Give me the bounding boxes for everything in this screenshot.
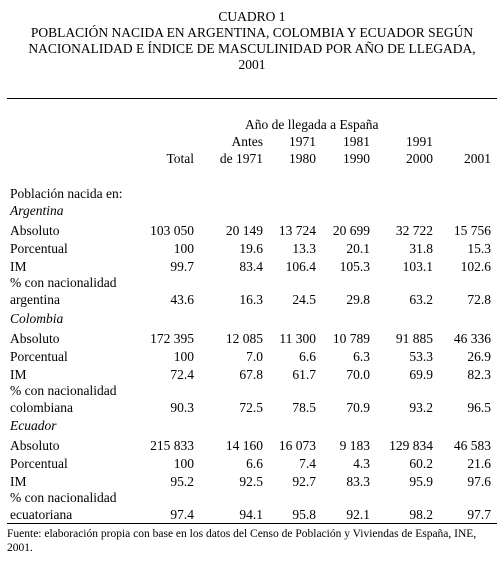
title-line-3: NACIONALIDAD E ÍNDICE DE MASCULINIDAD POR AÑO DE LLEGADA, (28, 41, 476, 56)
table-cell: 20 149 (225, 223, 263, 238)
group-label: Colombia (10, 311, 64, 326)
source-line-1: Fuente: elaboración propia con base en los datos del Censo de Población y Viviendas de España, INE, (7, 528, 477, 540)
bottom-rule (7, 523, 497, 524)
table-cell: 100 (173, 349, 194, 364)
table-cell: 32 722 (395, 223, 433, 238)
header-group-label: Año de llegada a España (245, 117, 379, 132)
table-cell: 90.3 (170, 400, 194, 415)
table-cell: 83.3 (346, 474, 370, 489)
table-cell: 7.4 (299, 456, 316, 471)
table-cell: 100 (173, 456, 194, 471)
table-cell: 98.2 (409, 507, 433, 522)
row-label-continued: argentina (10, 292, 60, 307)
table-cell: 4.3 (353, 456, 370, 471)
section-label: Población nacida en: (10, 186, 123, 201)
table-cell: 96.5 (467, 400, 491, 415)
table-cell: 24.5 (292, 292, 316, 307)
row-label: % con nacionalidad (10, 275, 117, 290)
table-cell: 10 789 (332, 331, 370, 346)
row-label: IM (10, 259, 27, 274)
row-label: IM (10, 474, 27, 489)
table-cell: 16.3 (239, 292, 263, 307)
table-cell: 14 160 (225, 438, 263, 453)
row-label-continued: colombiana (10, 400, 73, 415)
table-cell: 6.3 (353, 349, 370, 364)
header-col2-bottom: 1980 (289, 151, 316, 166)
row-label: IM (10, 367, 27, 382)
table-cell: 92.1 (346, 507, 370, 522)
table-cell: 172 395 (150, 331, 194, 346)
header-col3-bottom: 1990 (343, 151, 370, 166)
header-col5: 2001 (464, 151, 491, 166)
table-cell: 82.3 (467, 367, 491, 382)
table-cell: 69.9 (409, 367, 433, 382)
table-cell: 7.0 (246, 349, 263, 364)
table-cell: 15.3 (467, 241, 491, 256)
table-cell: 15 756 (453, 223, 491, 238)
header-total: Total (166, 151, 194, 166)
table-cell: 72.5 (239, 400, 263, 415)
table-cell: 6.6 (299, 349, 316, 364)
table-cell: 12 085 (225, 331, 263, 346)
table-cell: 95.9 (409, 474, 433, 489)
row-label: Porcentual (10, 241, 68, 256)
table-cell: 43.6 (170, 292, 194, 307)
table-cell: 99.7 (170, 259, 194, 274)
table-cell: 92.5 (239, 474, 263, 489)
table-cell: 103.1 (402, 259, 433, 274)
table-cell: 6.6 (246, 456, 263, 471)
table-cell: 29.8 (346, 292, 370, 307)
table-cell: 72.4 (170, 367, 194, 382)
table-cell: 97.7 (467, 507, 491, 522)
header-col4-top: 1991 (406, 134, 433, 149)
table-cell: 97.4 (170, 507, 194, 522)
header-col1-top: Antes (231, 134, 263, 149)
header-col2-top: 1971 (289, 134, 316, 149)
table-cell: 95.8 (292, 507, 316, 522)
group-label: Argentina (10, 203, 64, 218)
table-cell: 11 300 (279, 331, 316, 346)
row-label: Absoluto (10, 223, 60, 238)
table-cell: 94.1 (239, 507, 263, 522)
table-cell: 13 724 (278, 223, 316, 238)
table-cell: 53.3 (409, 349, 433, 364)
table-cell: 100 (173, 241, 194, 256)
table-cell: 106.4 (285, 259, 316, 274)
row-label-continued: ecuatoriana (10, 507, 73, 522)
table-cell: 83.4 (239, 259, 263, 274)
table-cell: 20.1 (346, 241, 370, 256)
table-cell: 61.7 (292, 367, 316, 382)
table-cell: 72.8 (467, 292, 491, 307)
table-cell: 70.0 (346, 367, 370, 382)
source-line-2: 2001. (7, 542, 33, 554)
table-cell: 78.5 (292, 400, 316, 415)
table-cell: 20 699 (332, 223, 370, 238)
row-label: Absoluto (10, 438, 60, 453)
row-label: Porcentual (10, 456, 68, 471)
top-rule (7, 98, 497, 99)
row-label: Absoluto (10, 331, 60, 346)
table-cell: 26.9 (467, 349, 491, 364)
table-cell: 103 050 (150, 223, 194, 238)
header-col1-bottom: de 1971 (219, 151, 263, 166)
table-cell: 21.6 (467, 456, 491, 471)
source-note (7, 527, 499, 555)
title-line-2: POBLACIÓN NACIDA EN ARGENTINA, COLOMBIA Y ECUADOR SEGÚN (30, 25, 474, 40)
row-label: % con nacionalidad (10, 383, 117, 398)
table-cell: 16 073 (278, 438, 316, 453)
table-cell: 95.2 (170, 474, 194, 489)
table-cell: 97.6 (467, 474, 491, 489)
table-cell: 46 583 (453, 438, 491, 453)
row-label: Porcentual (10, 349, 68, 364)
table-cell: 129 834 (389, 438, 433, 453)
table-cell: 63.2 (409, 292, 433, 307)
table-cell: 102.6 (460, 259, 491, 274)
table-cell: 13.3 (292, 241, 316, 256)
table-cell: 9 183 (339, 438, 370, 453)
table-cell: 60.2 (409, 456, 433, 471)
table-cell: 46 336 (453, 331, 491, 346)
table-cell: 70.9 (346, 400, 370, 415)
title-line-4: 2001 (238, 57, 266, 72)
table-title (0, 0, 504, 73)
table-cell: 19.6 (239, 241, 263, 256)
table-cell: 215 833 (150, 438, 194, 453)
table-cell: 105.3 (339, 259, 370, 274)
table-cell: 67.8 (239, 367, 263, 382)
table-cell: 91 885 (395, 331, 433, 346)
table-cell: 93.2 (409, 400, 433, 415)
row-label: % con nacionalidad (10, 490, 117, 505)
title-line-1: CUADRO 1 (218, 9, 286, 24)
header-col4-bottom: 2000 (406, 151, 433, 166)
group-label: Ecuador (10, 418, 57, 433)
header-col3-top: 1981 (343, 134, 370, 149)
table-cell: 92.7 (292, 474, 316, 489)
table-cell: 31.8 (409, 241, 433, 256)
